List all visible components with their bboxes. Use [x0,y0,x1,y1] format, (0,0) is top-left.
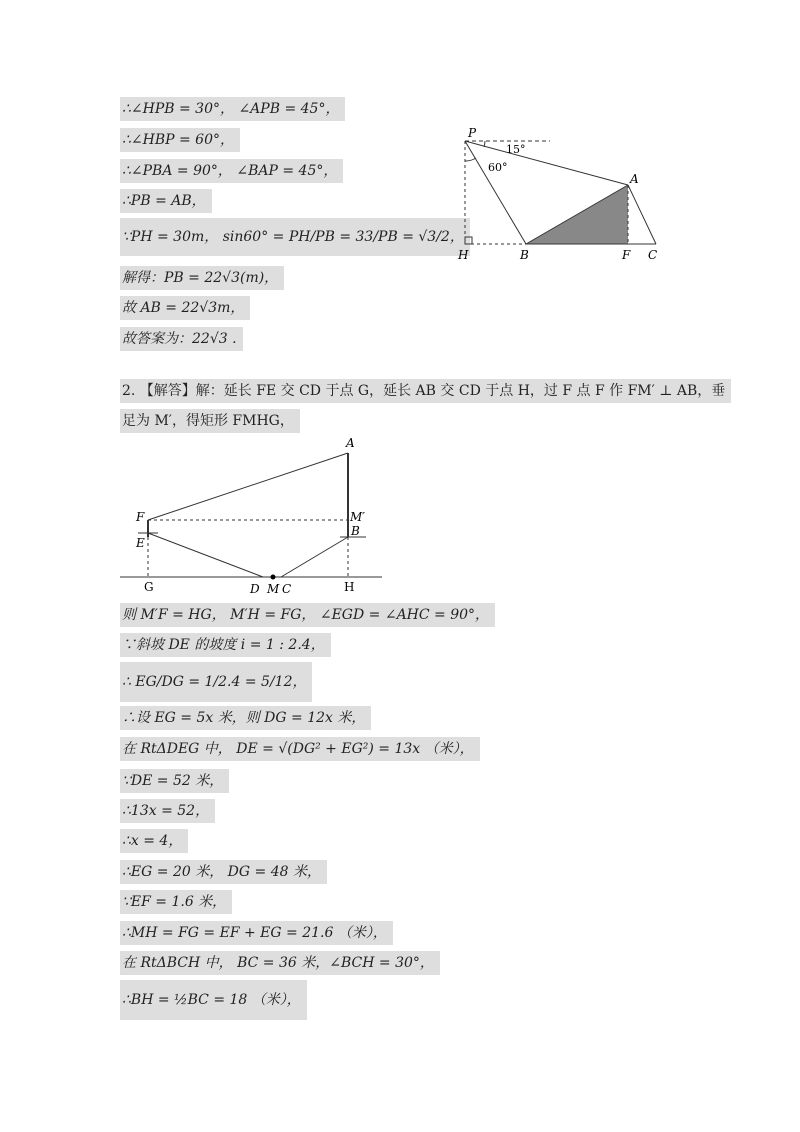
point-F-label: F [622,248,631,262]
solution-line: ∴设 EG = 5x 米，则 DG = 12x 米， [120,706,371,730]
figure-2-geometry [120,435,385,595]
line-AC [628,185,656,244]
point-B-label: B [351,524,360,538]
point-H-label: H [344,580,355,594]
solution-line: ∴∠PBA = 90°， ∠BAP = 45°， [120,159,343,183]
solution-intro-line: 2. 【解答】解：延长 FE 交 CD 于点 G，延长 AB 交 CD 于点 H，过 F 点 F 作 FM′ ⊥ AB，垂 [120,379,731,403]
point-M-dot [271,575,276,580]
line-FA [148,453,348,520]
solution-line: 解得：PB = 22√3(m)， [120,266,284,290]
point-G-label: G [144,580,154,594]
point-A-label: A [630,172,639,186]
point-C-label: C [648,248,658,262]
solution-line: ∴EG = 20 米， DG = 48 米， [120,860,327,884]
right-angle-mark [465,237,472,244]
solution-line: 故 AB = 22√3m， [120,296,250,320]
solution-line: ∴∠HBP = 60°， [120,128,240,152]
point-H-label: H [458,248,469,262]
solution-line: 故答案为：22√3 . [120,327,243,351]
solution-line: ∵DE = 52 米， [120,769,229,793]
point-M-label: M [267,582,280,595]
point-P-label: P [468,126,477,140]
point-D-label: D [250,582,260,595]
solution-line: 则 M′F = HG， M′H = FG， ∠EGD = ∠AHC = 90°， [120,603,495,627]
solution-line: ∵PH = 30m， sin60° = PH/PB = 33/PB = √3/2， [120,218,470,256]
solution-line: ∴13x = 52， [120,799,215,823]
solution-line: ∴∠HPB = 30°， ∠APB = 45°， [120,97,345,121]
point-A-label: A [346,436,355,450]
solution-line: 在 RtΔBCH 中， BC = 36 米，∠BCH = 30°， [120,951,440,975]
solution-line: ∴x = 4， [120,829,188,853]
line-PB [465,141,526,244]
solution-line: 在 RtΔDEG 中， DE = √(DG² + EG²) = 13x （米）， [120,737,480,761]
angle-15-label: 15° [506,143,526,156]
solution-line: ∴MH = FG = EF + EG = 21.6 （米）， [120,921,393,945]
point-E-label: E [136,536,145,550]
point-M-prime-label: M′ [350,510,366,524]
slope-CB [281,537,348,577]
point-B-label: B [520,248,529,262]
solution-line: ∵斜坡 DE 的坡度 i = 1 : 2.4， [120,633,331,657]
solution-line: ∴PB = AB， [120,189,212,213]
angle-60-label: 60° [488,161,508,174]
solution-intro-line: 足为 M′，得矩形 FMHG， [120,409,300,433]
angle-arc-60 [465,158,476,161]
slope-ED [148,533,263,577]
solution-line: ∴ EG/DG = 1/2.4 = 5/12， [120,662,312,702]
figure-1-geometry [450,125,675,265]
solution-line: ∵EF = 1.6 米， [120,890,232,914]
solution-line: ∴BH = ½BC = 18 （米）， [120,980,307,1020]
point-C-label: C [282,582,292,595]
point-F-label: F [136,510,145,524]
